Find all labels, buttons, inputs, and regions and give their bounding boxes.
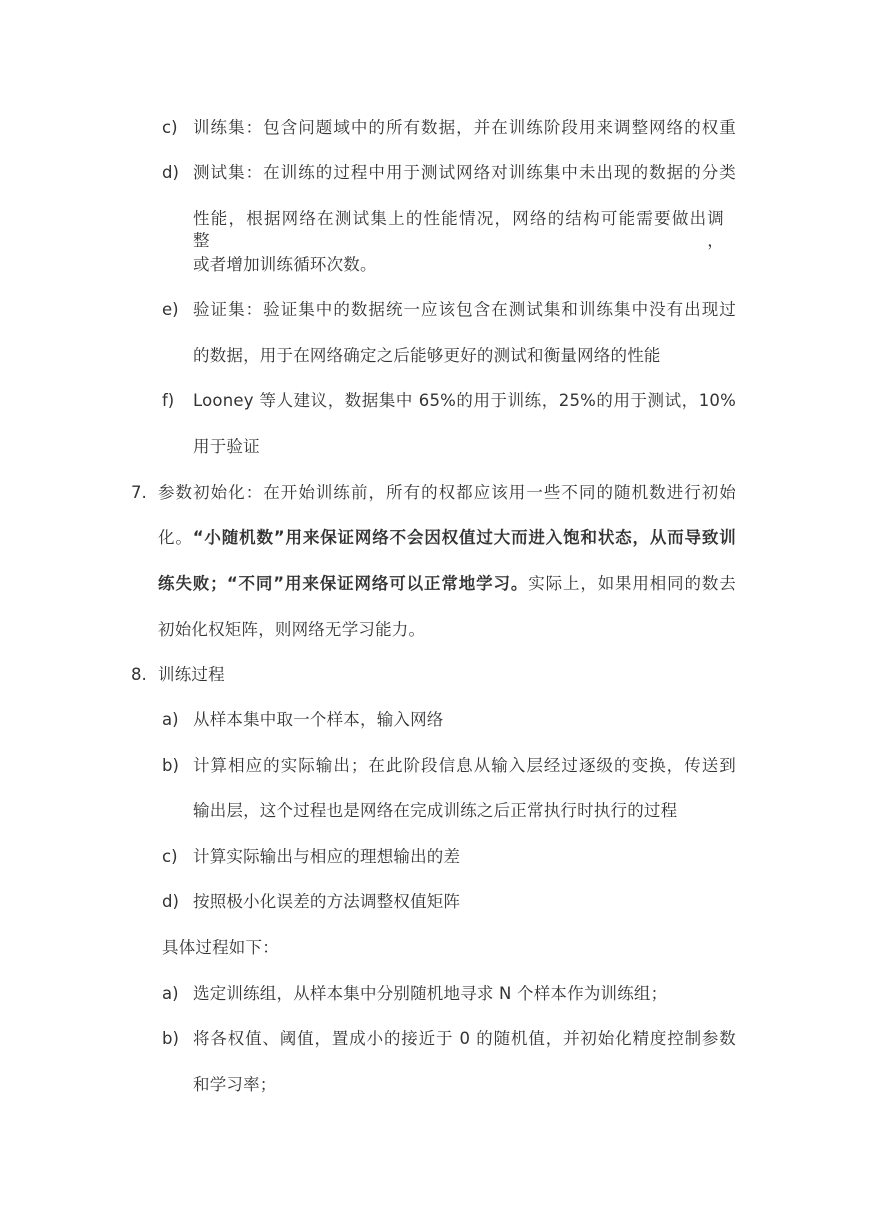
list-item-text: 的数据，用于在网络确定之后能够更好的测试和衡量网络的性能 bbox=[193, 346, 661, 365]
list-item-text: 选定训练组，从样本集中分别随机地寻求 N 个样本作为训练组； bbox=[193, 984, 668, 1003]
list-item-text: 用于验证 bbox=[193, 437, 260, 456]
plain-text: 化。 bbox=[158, 528, 193, 547]
list-marker: d) bbox=[162, 892, 179, 911]
list-marker: e) bbox=[162, 300, 179, 319]
paragraph-line bbox=[158, 573, 736, 595]
list-item-text: 输出层，这个过程也是网络在完成训练之后正常执行时执行的过程 bbox=[193, 801, 678, 820]
list-item-text: 测试集：在训练的过程中用于测试网络对训练集中未出现的数据的分类 bbox=[193, 163, 736, 182]
list-marker: a) bbox=[162, 984, 179, 1003]
list-item-text: 计算实际输出与相应的理想输出的差 bbox=[193, 847, 461, 866]
list-item-text: 将各权值、阈值，置成小的接近于 0 的随机值，并初始化精度控制参数 bbox=[193, 1029, 736, 1048]
list-item-text: 性能，根据网络在测试集上的性能情况，网络的结构可能需要做出调整， bbox=[193, 209, 724, 250]
list-item-text: 或者增加训练循环次数。 bbox=[193, 255, 377, 274]
list-marker: d) bbox=[162, 163, 179, 182]
section-number: 7. bbox=[131, 483, 147, 502]
section-title: 训练过程 bbox=[158, 665, 225, 684]
list-item-text: 训练集：包含问题域中的所有数据，并在训练阶段用来调整网络的权重 bbox=[193, 118, 736, 137]
list-marker: b) bbox=[162, 756, 179, 775]
paragraph-line: 参数初始化：在开始训练前，所有的权都应该用一些不同的随机数进行初始 bbox=[158, 483, 736, 502]
list-marker: f) bbox=[162, 391, 175, 410]
list-marker: c) bbox=[162, 118, 178, 137]
paragraph-line bbox=[158, 527, 736, 549]
list-item-text: 验证集：验证集中的数据统一应该包含在测试集和训练集中没有出现过 bbox=[193, 300, 736, 319]
bold-text: “小随机数”用来保证网络不会因权值过大而进入饱和状态，从而导致训 bbox=[192, 528, 736, 547]
list-item-text: 计算相应的实际输出；在此阶段信息从输入层经过逐级的变换，传送到 bbox=[193, 756, 736, 775]
list-marker: a) bbox=[162, 710, 179, 729]
list-item-text: Looney 等人建议，数据集中 65%的用于训练，25%的用于测试，10% bbox=[193, 391, 736, 410]
detail-heading: 具体过程如下： bbox=[162, 938, 279, 957]
list-item-text: 按照极小化误差的方法调整权值矩阵 bbox=[193, 892, 461, 911]
list-item-text: 从样本集中取一个样本，输入网络 bbox=[193, 710, 444, 729]
list-marker: c) bbox=[162, 847, 178, 866]
section-number: 8. bbox=[131, 665, 147, 684]
plain-text: 实际上，如果用相同的数去 bbox=[528, 574, 736, 593]
paragraph-line: 初始化权矩阵，则网络无学习能力。 bbox=[158, 620, 426, 639]
bold-text: 练失败；“不同”用来保证网络可以正常地学习。 bbox=[158, 574, 529, 593]
list-item-text: 和学习率； bbox=[193, 1075, 277, 1094]
list-marker: b) bbox=[162, 1029, 179, 1048]
